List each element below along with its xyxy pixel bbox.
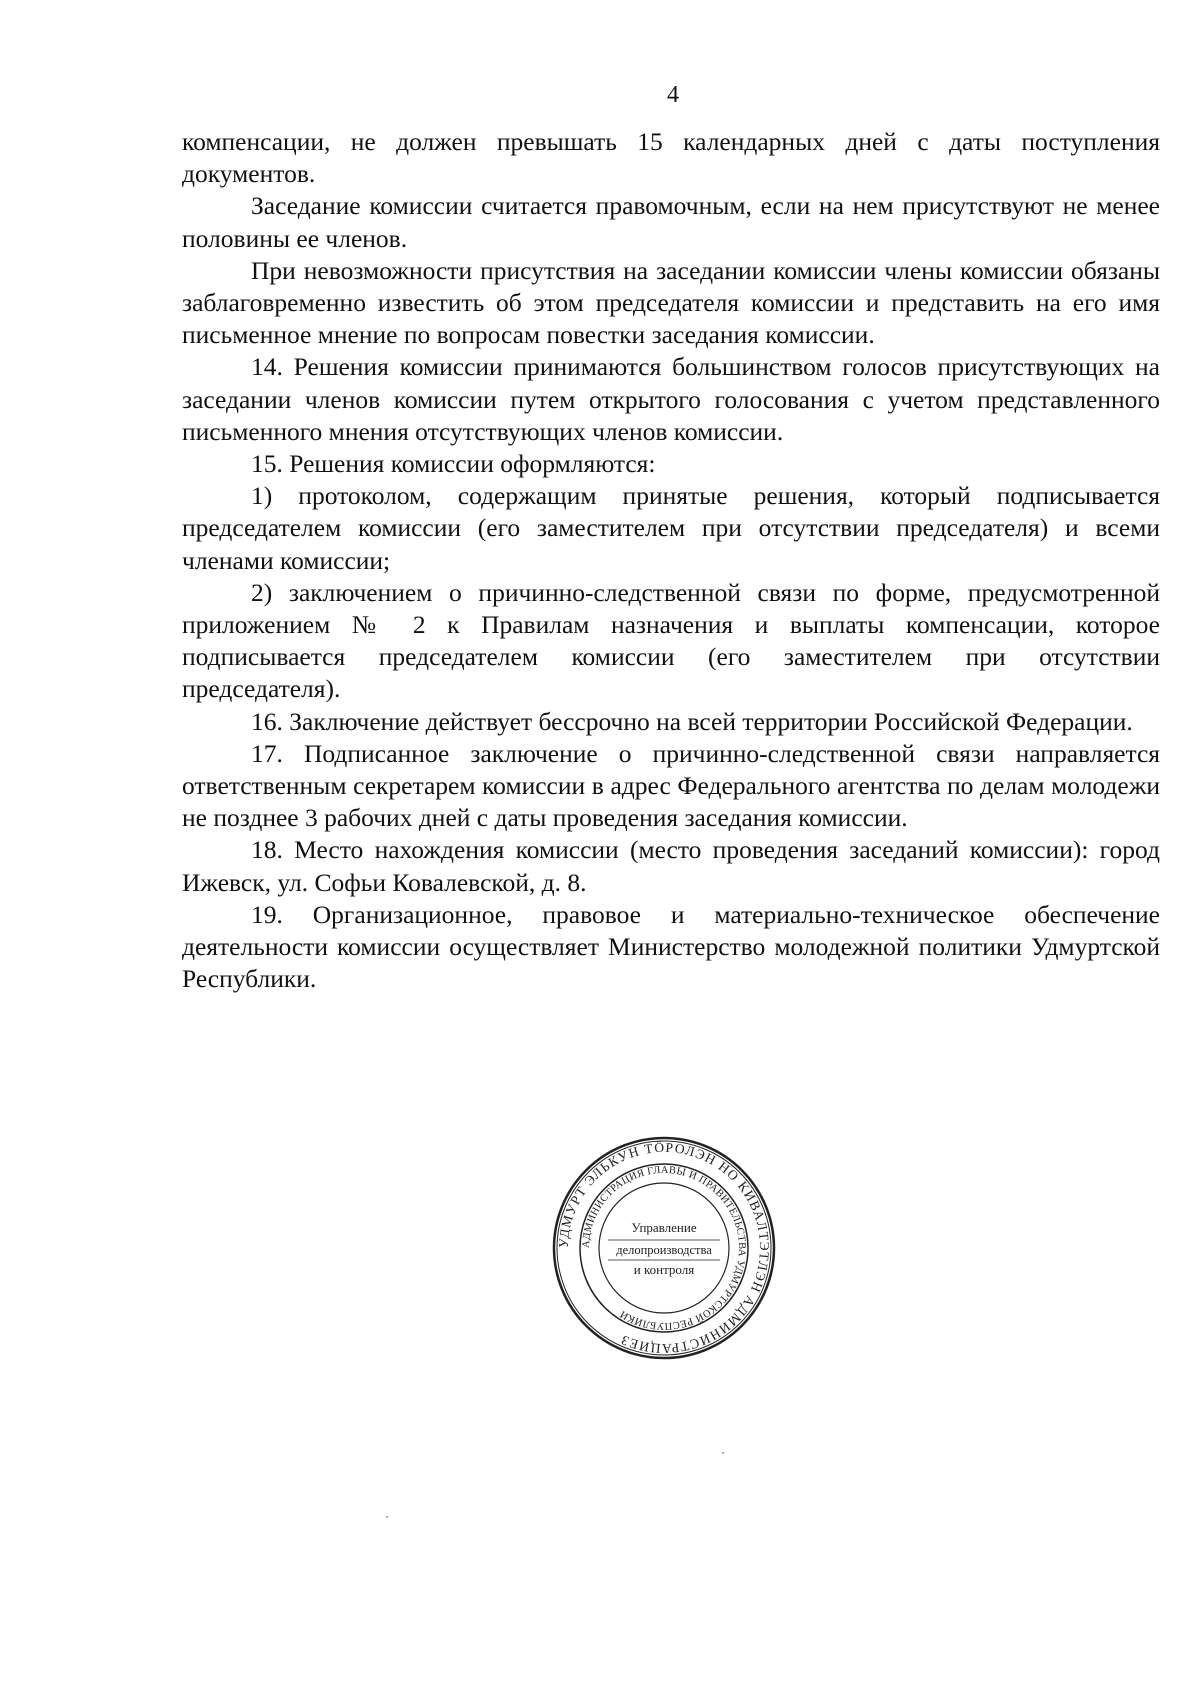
paragraph-item-17: 17. Подписанное заключение о причинно-следственной связи направляется ответственным секретарем комиссии в адрес Федерального агентства по делам молодежи не позднее 3 рабочих дней с даты проведения заседания комиссии. (182, 738, 1160, 833)
page-number: 4 (667, 82, 679, 108)
paragraph-subitem-2: 2) заключением о причинно-следственной связи по форме, предусмотренной приложением № 2 к Правилам назначения и выплаты компенсации, которое подписывается председателем комиссии (его заместителем при отсутствии председателя). (182, 577, 1160, 704)
paragraph: При невозможности присутствия на заседании комиссии члены комиссии обязаны заблаговременно известить об этом председателя комиссии и представить на его имя письменное мнение по вопросам повестки заседания комиссии. (182, 255, 1160, 350)
paragraph: компенсации, не должен превышать 15 календарных дней с даты поступления документов. (182, 127, 1160, 189)
paragraph-item-19: 19. Организационное, правовое и материально-техническое обеспечение деятельности комиссии осуществляет Министерство молодежной политики Удмуртской Республики. (182, 899, 1160, 994)
seal-graphic (552, 1136, 776, 1360)
paragraph-item-15: 15. Решения комиссии оформляются: (251, 449, 656, 479)
scan-speck (722, 1452, 724, 1454)
paragraph-item-14: 14. Решения комиссии принимаются большинством голосов присутствующих на заседании членов комиссии путем открытого голосования с учетом представленного письменного мнения отсутствующих членов комиссии. (182, 352, 1160, 446)
scan-speck (386, 1516, 388, 1518)
seal-center-line-3: и контроля (633, 1262, 695, 1277)
seal-inner-text: АДМИНИСТРАЦИЯ ГЛАВЫ И ПРАВИТЕЛЬСТВА УДМУРТСКОЙ РЕСПУБЛИКИ (580, 1164, 748, 1332)
seal-center-line-1: Управление (631, 1220, 697, 1235)
seal-center-line-2: делопроизводства (616, 1243, 712, 1257)
document-body (182, 126, 1160, 995)
paragraph-subitem-1: 1) протоколом, содержащим принятые решения, который подписывается председателем комиссии (его заместителем при отсутствии председателя) и всеми членами комиссии; (182, 481, 1160, 575)
paragraph: Заседание комиссии считается правомочным, если на нем присутствуют не менее половины ее членов. (182, 191, 1160, 253)
official-seal (552, 1136, 776, 1360)
paragraph-item-18: 18. Место нахождения комиссии (место проведения заседаний комиссии): город Ижевск, ул. Софьи Ковалевской, д. 8. (182, 835, 1160, 897)
paragraph-item-16: 16. Заключение действует бессрочно на всей территории Российской Федерации. (251, 706, 1133, 736)
seal-outer-text: УДМУРТ ЭЛЬКУН ТӦРОЛЭН НО КИВАЛТЭТЛЭН АДМИНИСТРАЦИЕЗ (555, 1139, 773, 1357)
